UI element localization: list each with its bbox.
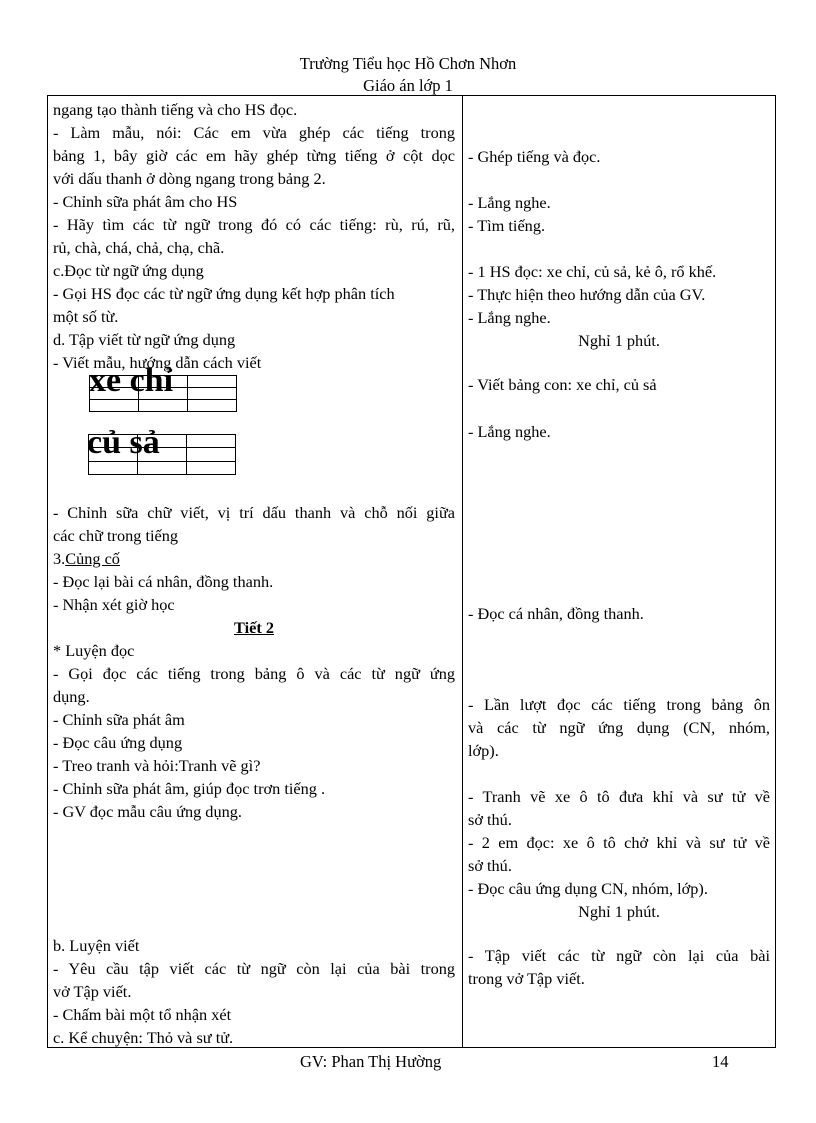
section-heading: d. Tập viết từ ngữ ứng dụng <box>53 330 236 349</box>
right-line: - Tìm tiếng. <box>468 216 546 235</box>
left-line: dụng. <box>53 687 90 706</box>
left-line: - Treo tranh và hỏi:Tranh vẽ gì? <box>53 756 261 775</box>
break-note: Nghỉ 1 phút. <box>578 331 660 350</box>
left-line: - Gọi đọc các tiếng trong bảng ô và các từ ngữ ứng <box>53 664 455 683</box>
left-line: với dấu thanh ở dòng ngang trong bảng 2. <box>53 169 326 188</box>
left-line: - Gọi HS đọc các từ ngữ ứng dụng kết hợp phân tích <box>53 284 395 303</box>
left-line: - Chấm bài một tổ nhận xét <box>53 1005 232 1024</box>
left-line: - Chỉnh sữa phát âm <box>53 710 185 729</box>
right-line: và các từ ngữ ứng dụng (CN, nhóm, <box>468 718 770 737</box>
right-line: sở thú. <box>468 810 512 829</box>
left-line: - Chỉnh sữa phát âm, giúp đọc trơn tiếng . <box>53 779 326 798</box>
section-heading: * Luyện đọc <box>53 641 135 660</box>
period-heading: Tiết 2 <box>234 618 274 637</box>
right-line: - Lắng nghe. <box>468 193 551 212</box>
section-heading <box>53 548 120 570</box>
right-line: - Tranh vẽ xe ô tô đưa khỉ và sư tử về <box>468 787 770 806</box>
left-line: rủ, chà, chá, chả, chạ, chã. <box>53 238 225 257</box>
left-line: vở Tập viết. <box>53 982 132 1001</box>
column-divider <box>462 95 463 1048</box>
section-heading: b. Luyện viết <box>53 936 140 955</box>
writing-sample: xe chỉ <box>89 362 174 399</box>
right-line: - Tập viết các từ ngữ còn lại của bài <box>468 946 770 965</box>
section-heading: c.Đọc từ ngữ ứng dụng <box>53 261 204 280</box>
right-line: - 1 HS đọc: xe chỉ, củ sả, kẻ ô, rổ khế. <box>468 262 717 281</box>
section-heading: c. Kể chuyện: Thỏ và sư tử. <box>53 1028 234 1047</box>
right-line: lớp). <box>468 741 499 760</box>
right-line: - Đọc cá nhân, đồng thanh. <box>468 604 644 623</box>
right-line: - 2 em đọc: xe ô tô chở khỉ và sư tử về <box>468 833 770 852</box>
right-line: - Viết bảng con: xe chỉ, củ sả <box>468 375 657 394</box>
left-line: - Đọc câu ứng dụng <box>53 733 183 752</box>
document-subtitle: Giáo án lớp 1 <box>363 76 453 95</box>
page-number: 14 <box>712 1052 729 1071</box>
left-line: ngang tạo thành tiếng và cho HS đọc. <box>53 100 298 119</box>
left-line: các chữ trong tiếng <box>53 526 179 545</box>
right-line: - Thực hiện theo hướng dẫn của GV. <box>468 285 706 304</box>
left-line: - GV đọc mẫu câu ứng dụng. <box>53 802 242 821</box>
school-name: Trường Tiểu học Hồ Chơn Nhơn <box>299 54 517 73</box>
writing-sample: củ sả <box>87 424 160 461</box>
left-line: - Chỉnh sữa chữ viết, vị trí dấu thanh và chỗ nối giữa <box>53 503 455 522</box>
left-line: - Yêu cầu tập viết các từ ngữ còn lại của bài trong <box>53 959 455 978</box>
break-note: Nghỉ 1 phút. <box>578 902 660 921</box>
left-line: - Đọc lại bài cá nhân, đồng thanh. <box>53 572 274 591</box>
right-line: - Lắng nghe. <box>468 422 551 441</box>
right-line: - Lần lượt đọc các tiếng trong bảng ôn <box>468 695 770 714</box>
right-line: - Lắng nghe. <box>468 308 551 327</box>
right-line: - Đọc câu ứng dụng CN, nhóm, lớp). <box>468 879 708 898</box>
left-line: - Nhận xét giờ học <box>53 595 175 614</box>
left-line: - Viết mẫu, hướng dẫn cách viết <box>53 353 262 372</box>
right-line: sở thú. <box>468 856 512 875</box>
left-line: bảng 1, bây giờ các em hãy ghép từng tiếng ở cột dọc <box>53 146 455 165</box>
teacher-name: GV: Phan Thị Hường <box>300 1052 442 1071</box>
right-line: - Ghép tiếng và đọc. <box>468 147 601 166</box>
right-line: trong vở Tập viết. <box>468 969 585 988</box>
left-line: một số từ. <box>53 307 119 326</box>
section-number: 3. <box>53 549 66 568</box>
section-title: Củng cố <box>65 549 120 568</box>
left-line: - Hãy tìm các từ ngữ trong đó có các tiếng: rù, rú, rũ, <box>53 215 455 234</box>
left-line: - Chỉnh sữa phát âm cho HS <box>53 192 238 211</box>
left-line: - Làm mẫu, nói: Các em vừa ghép các tiếng trong <box>53 123 455 142</box>
